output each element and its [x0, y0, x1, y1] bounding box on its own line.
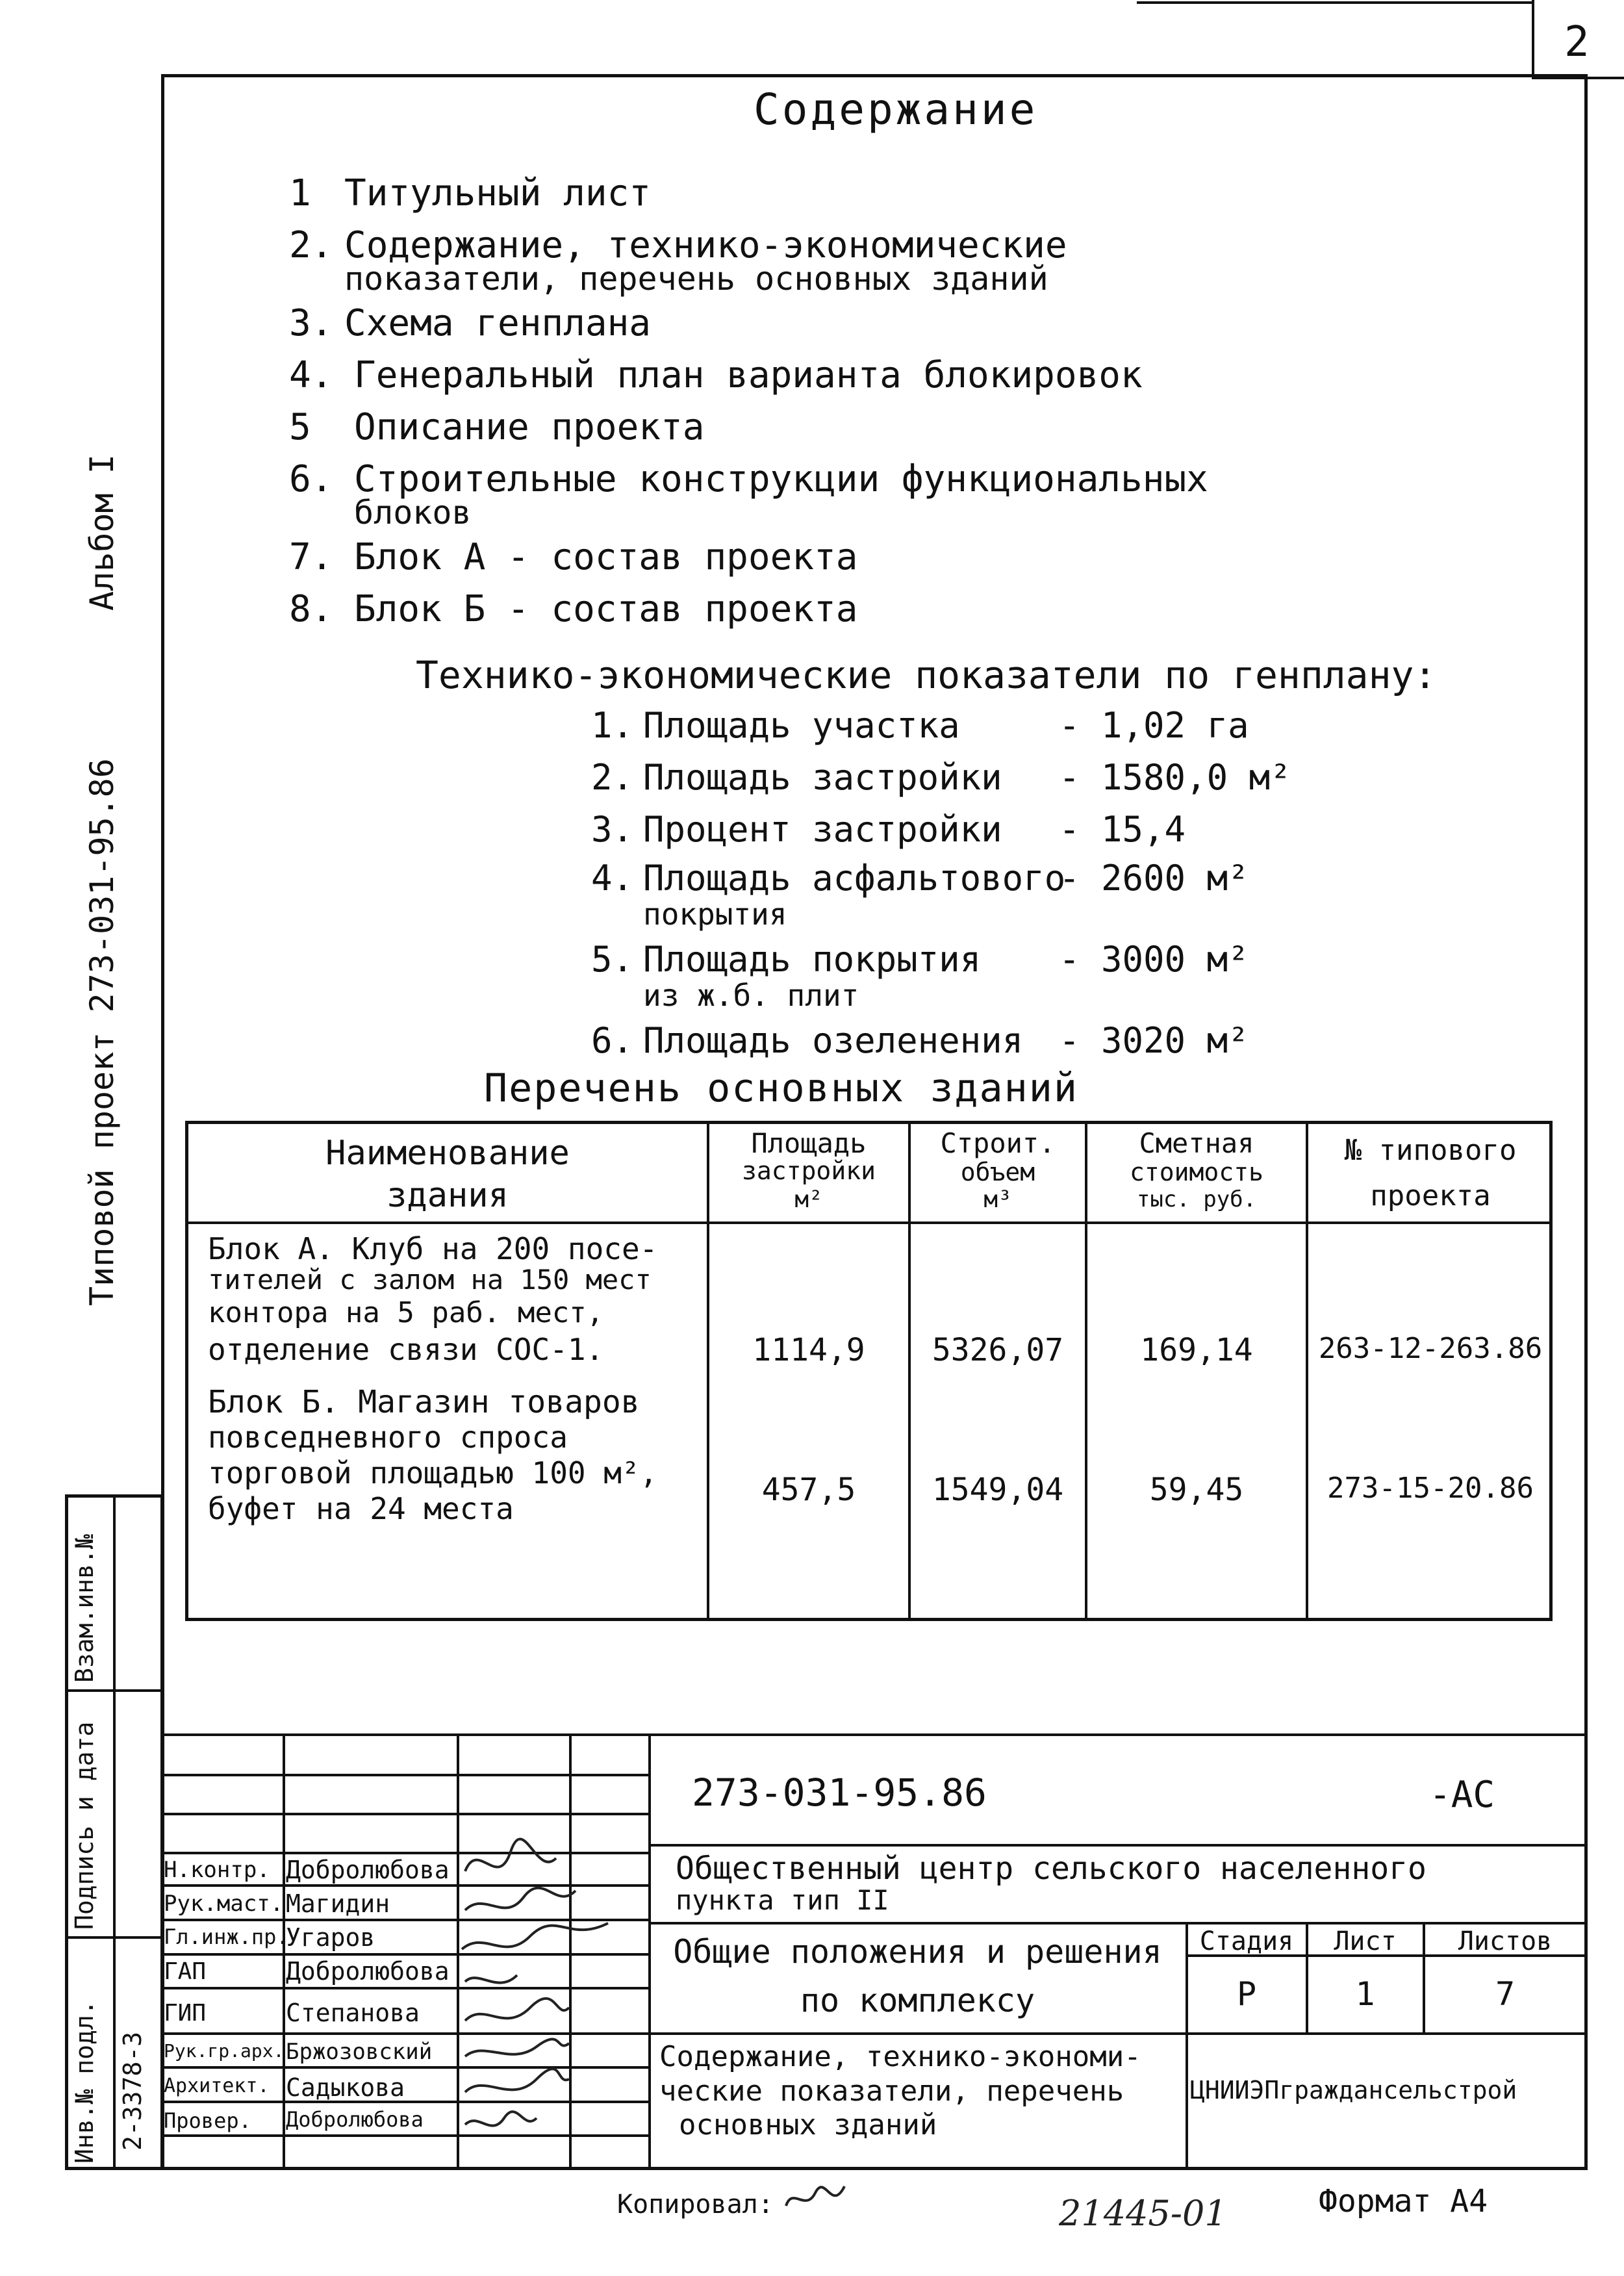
indicator-value: - 1580,0 м² [1059, 757, 1291, 798]
indicator-num: 4. [591, 858, 634, 899]
contents-num: 8. [289, 588, 333, 630]
row-volume: 5326,07 [932, 1332, 1064, 1368]
th-project-l1: № типового [1344, 1134, 1517, 1167]
page-number-box-left [1532, 0, 1534, 78]
stamp-person: Садыкова [286, 2073, 405, 2102]
stamp-person: Степанова [286, 1999, 420, 2027]
stamp-sheets: 7 [1495, 1975, 1516, 2013]
row-area: 1114,9 [752, 1332, 865, 1368]
th-name-l1: Наименование [325, 1134, 570, 1173]
row-name-line: Блок А. Клуб на 200 посе- [208, 1231, 658, 1266]
th-project-l2: проекта [1370, 1179, 1491, 1212]
indicator-num: 2. [591, 757, 634, 798]
stamp-person: Бржозовский [286, 2039, 433, 2065]
side-stamp-divider [113, 1494, 116, 2170]
stamp-role: Н.контр. [164, 1857, 270, 1883]
indicator-text: Площадь участка [643, 705, 960, 746]
stamp-role: Гл.инж.пр. [164, 1924, 289, 1949]
row-volume: 1549,04 [932, 1472, 1064, 1508]
indicator-text: Площадь покрытия [643, 939, 982, 980]
stamp-role: ГИП [164, 2000, 207, 2027]
th-area-l1: Площадь [751, 1127, 867, 1159]
inv-value: 2-3378-3 [118, 2031, 147, 2151]
contents-item-cont: блоков [354, 494, 472, 531]
table-header-line [185, 1221, 1553, 1224]
indicator-num: 6. [591, 1020, 634, 1061]
contents-num: 2. [289, 224, 333, 266]
indicator-value: - 15,4 [1059, 809, 1186, 850]
stamp-line [1186, 1922, 1188, 2170]
contents-item: Содержание, технико-экономические [344, 224, 1067, 266]
stamp-doc-name-2: по комплексу [800, 1982, 1035, 2019]
th-cost-l3: тыс. руб. [1136, 1186, 1257, 1212]
stamp-row-sep [162, 1774, 650, 1776]
stamp-top-line [162, 1733, 1586, 1736]
sign-date-label: Подпись и дата [70, 1721, 99, 1930]
indicator-num: 5. [591, 939, 634, 980]
footer-number: 21445-01 [1059, 2193, 1227, 2234]
stamp-person: Добролюбова [286, 1957, 450, 1986]
indicator-text: Площадь застройки [643, 757, 1002, 798]
stamp-role: Рук.маст. [164, 1891, 284, 1917]
th-volume-l1: Строит. [940, 1127, 1056, 1159]
indicator-value: - 2600 м² [1059, 858, 1249, 899]
stamp-sheet-name-2: ческие показатели, перечень [659, 2075, 1124, 2108]
stamp-role: Провер. [164, 2108, 251, 2133]
stamp-line [648, 1844, 1586, 1847]
stamp-col-sep [283, 1733, 285, 2170]
copier-signature [780, 2173, 857, 2225]
th-volume-l2: объем [960, 1158, 1035, 1186]
contents-item: Строительные конструкции функциональных [354, 458, 1208, 500]
contents-item: Генеральный план варианта блокировок [354, 354, 1143, 396]
stamp-role: ГАП [164, 1958, 207, 1985]
row-cost: 169,14 [1140, 1332, 1253, 1368]
stamp-org: ЦНИИЭПграждансельстрой [1190, 2076, 1517, 2104]
contents-num: 6. [289, 458, 333, 500]
stamp-code: 273-031-95.86 [692, 1771, 987, 1815]
row-name-line: отделение связи СОС-1. [208, 1332, 604, 1367]
contents-item: Титульный лист [344, 172, 652, 214]
album-label: Альбом I [83, 454, 121, 611]
stamp-sheet: 1 [1355, 1975, 1375, 2013]
row-area: 457,5 [761, 1472, 856, 1508]
stamp-section: -АС [1429, 1774, 1495, 1816]
indicator-text-cont: из ж.б. плит [643, 978, 859, 1013]
row-project: 263-12-263.86 [1318, 1332, 1543, 1365]
stamp-person: Добролюбова [286, 1856, 450, 1884]
contents-num: 3. [289, 302, 333, 344]
indicator-value: - 3000 м² [1059, 939, 1249, 980]
stamp-person: Магидин [286, 1889, 390, 1918]
th-name-l2: здания [387, 1176, 509, 1215]
th-volume-l3: м³ [983, 1186, 1012, 1213]
row-name-line: Блок Б. Магазин товаров [208, 1384, 640, 1420]
stamp-stage: Р [1236, 1975, 1257, 2013]
contents-item: Блок Б - состав проекта [354, 588, 858, 630]
contents-num: 1 [289, 172, 311, 214]
stamp-sheets-label: Листов [1458, 1926, 1553, 1956]
stamp-doc-name: Общие положения и решения [673, 1933, 1162, 1971]
indicator-num: 1. [591, 705, 634, 746]
indicator-text: Процент застройки [643, 809, 1002, 850]
indicator-text-cont: покрытия [643, 897, 787, 932]
stamp-stage-label: Стадия [1199, 1926, 1294, 1956]
stamp-line [648, 1922, 1586, 1924]
stamp-object-name-2: пункта тип II [676, 1884, 889, 1916]
indicator-value: - 3020 м² [1059, 1020, 1249, 1061]
row-name-line: буфет на 24 места [208, 1491, 514, 1526]
stamp-object-name: Общественный центр сельского населенного [676, 1850, 1427, 1887]
contents-item: Блок А - состав проекта [354, 536, 858, 578]
th-cost-l1: Сметная [1139, 1127, 1254, 1159]
indicators-title: Технико-экономические показатели по генплану: [416, 653, 1437, 697]
contents-num: 5 [289, 406, 311, 448]
stamp-sheet-name-3: основных зданий [679, 2108, 937, 2142]
top-edge-line [1137, 1, 1533, 4]
th-area-l3: м² [794, 1186, 823, 1213]
side-stamp-sep-2 [65, 1936, 162, 1939]
row-name-line: торговой площадью 100 м², [208, 1455, 658, 1490]
th-cost-l2: стоимость [1130, 1158, 1263, 1186]
stamp-role: Архитект. [164, 2075, 270, 2097]
vzam-inv-label: Взам.инв.№ [70, 1534, 99, 1683]
row-cost: 59,45 [1149, 1472, 1244, 1508]
stamp-person: Добролюбова [286, 2107, 424, 2132]
row-name-line: контора на 5 раб. мест, [208, 1296, 604, 1329]
contents-num: 4. [289, 354, 333, 396]
side-stamp-sep-1 [65, 1689, 162, 1692]
indicator-num: 3. [591, 809, 634, 850]
th-area-l2: застройки [742, 1157, 876, 1185]
stamp-sheet-name: Содержание, технико-экономи- [659, 2040, 1141, 2073]
contents-item-cont: показатели, перечень основных зданий [344, 260, 1048, 298]
contents-item: Схема генплана [344, 302, 652, 344]
signature-scribbles [459, 1813, 653, 2170]
indicator-text: Площадь озеленения [643, 1020, 1024, 1061]
indicator-text: Площадь асфальтового [643, 858, 1066, 899]
indicator-value: - 1,02 га [1059, 705, 1249, 746]
side-project-label: Типовой проект 273-031-95.86 [83, 758, 121, 1306]
page-number: 2 [1564, 18, 1590, 66]
stamp-role: Рук.гр.арх. [164, 2040, 285, 2062]
row-name-line: повседневного спроса [208, 1420, 568, 1455]
page-title: Содержание [754, 84, 1038, 134]
contents-item: Описание проекта [354, 406, 705, 448]
stamp-line [648, 2032, 1586, 2035]
inv-label: Инв.№ подл. [70, 2000, 99, 2164]
row-project: 273-15-20.86 [1327, 1472, 1534, 1505]
contents-num: 7. [289, 536, 333, 578]
footer-format: Формат А4 [1319, 2183, 1488, 2219]
buildings-title: Перечень основных зданий [484, 1066, 1078, 1111]
stamp-sheet-label: Лист [1334, 1926, 1397, 1956]
stamp-person: Угаров [286, 1923, 375, 1952]
footer-copied: Копировал: [617, 2190, 774, 2219]
row-name-line: тителей с залом на 150 мест [208, 1264, 652, 1296]
